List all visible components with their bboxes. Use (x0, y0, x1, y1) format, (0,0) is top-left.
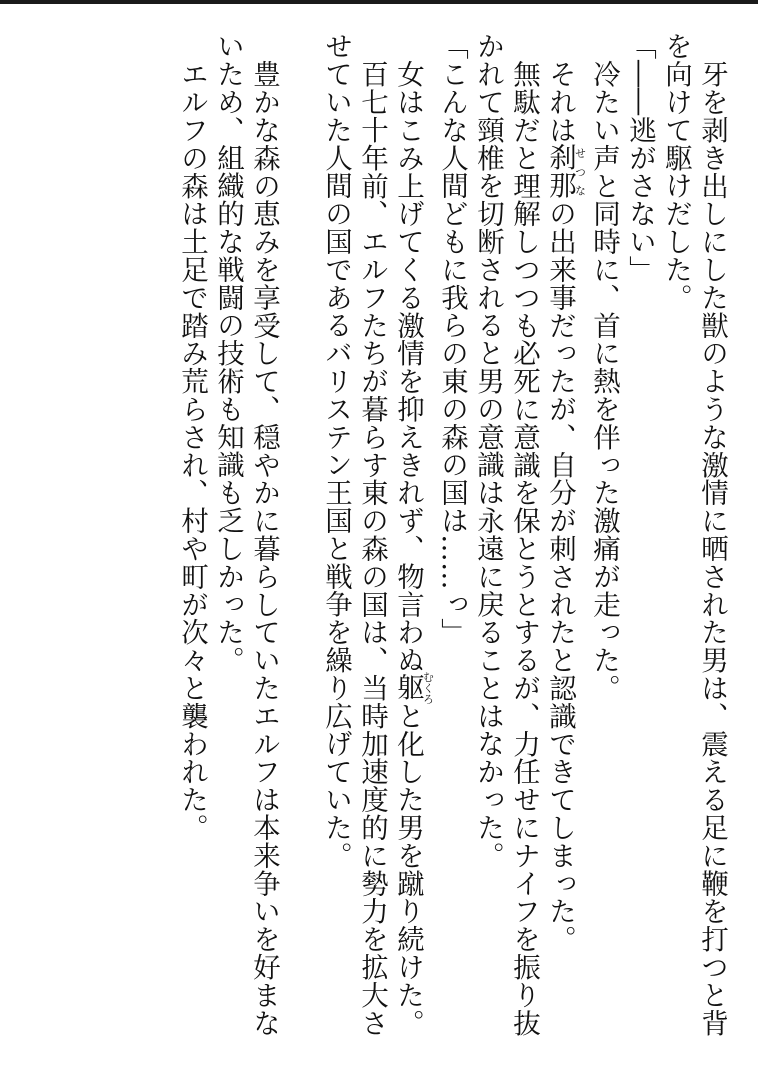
paragraph-8: 百七十年前、エルフたちが暮らす東の森の国は、当時加速度的に勢力を拡大させていた人間の国であるバリステン王国と戦争を繰り広げていた。 (320, 32, 388, 1036)
paragraph-5: 無駄だと理解しつつも必死に意識を保とうとするが、力任せにナイフを振り抜かれて頸椎を切断されると男の意識は永遠に戻ることはなかった。 (472, 32, 540, 1036)
ruby-base-mukuro: 躯 (392, 670, 424, 704)
paragraph-7 (390, 32, 434, 1052)
top-border-line (0, 0, 758, 4)
paragraph-7-after: と化した男を蹴り続けた。 (392, 701, 424, 1037)
dialogue-line-2: 「こんな人間どもに我らの東の森の国は……っ」 (436, 32, 468, 646)
vertical-text-page (14, 32, 730, 1052)
paragraph-4-before: それは (544, 59, 576, 144)
ruby-setsuna (544, 143, 587, 200)
paragraph-1: 牙を剥き出しにした獣のような激情に晒された男は、震える足に鞭を打つと背を向けて駆けだした。 (660, 32, 728, 1036)
ruby-base-setsuna: 刹那 (544, 143, 576, 200)
paragraph-10: エルフの森は土足で踏み荒らされ、村や町が次々と襲われた。 (176, 59, 208, 841)
paragraph-4-after: の出来事だったが、自分が刺されたと認識できてしまった。 (544, 199, 576, 953)
paragraph-3: 冷たい声と同時に、首に熱を伴った激痛が走った。 (588, 59, 620, 702)
paragraph-4 (542, 32, 586, 1052)
ruby-mukuro (392, 670, 435, 704)
ruby-reading-mukuro: むくろ (421, 670, 435, 704)
paragraph-9: 豊かな森の恵みを享受して、穏やかに暮らしていたエルフは本来争いを好まないため、組織的な戦闘の技術も知識も乏しかった。 (212, 32, 280, 1036)
paragraph-7-before: 女はこみ上げてくる激情を抑えきれず、物言わぬ (392, 59, 424, 674)
ruby-reading-setsuna: せつな (573, 143, 587, 200)
dialogue-line-1: 「――逃がさない」 (624, 32, 656, 284)
